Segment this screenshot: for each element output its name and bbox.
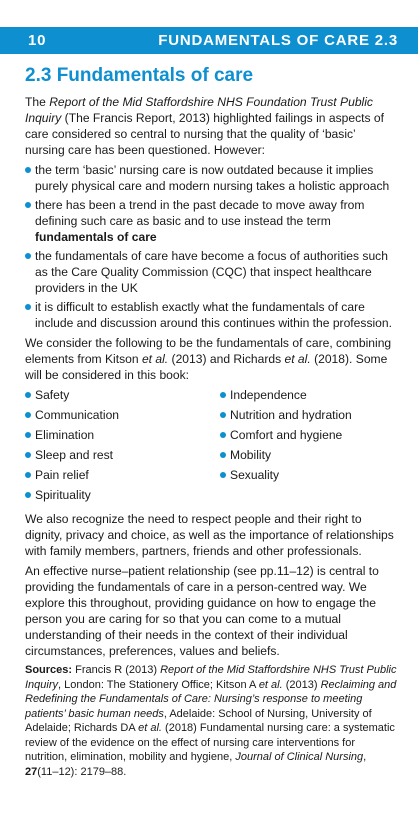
running-title: FUNDAMENTALS OF CARE 2.3 [158, 32, 398, 49]
bullet-icon [25, 253, 31, 259]
bullet-icon [220, 392, 226, 398]
list-item: Communication [25, 407, 220, 427]
issues-list [25, 162, 397, 331]
bullet-icon [25, 167, 31, 173]
relationship-paragraph: An effective nurse–patient relationship (see pp.11–12) is central to providing the fundamentals of care in a person-centred way. We explore this throughout, providing guidance on how to engage the person you are caring for so that you can come to a mutual understanding of their needs in the context of their individual circumstances, preferences, values and beliefs. [25, 564, 379, 658]
list-item: it is difficult to establish exactly what the fundamentals of care include and discussion around this continues within the profession. [25, 299, 397, 331]
bullet-icon [25, 392, 31, 398]
list-item: Nutrition and hydration [220, 407, 352, 427]
list-item: Pain relief [25, 467, 220, 487]
page-number: 10 [28, 32, 47, 49]
fundamentals-column-left [25, 387, 220, 507]
consider-paragraph: We consider the following to be the fundamentals of care, combining elements from Kitson et al. (2013) and Richards et al. (2018). Some will be considered in this book: [25, 336, 392, 382]
list-item: Spirituality [25, 487, 220, 507]
bullet-icon [25, 202, 31, 208]
intro-text: The [25, 95, 50, 109]
list-item: Sexuality [220, 467, 352, 487]
list-item: Independence [220, 387, 352, 407]
list-item: there has been a trend in the past decade to move away from defining such care as basic and to use instead the term fundamentals of care [25, 197, 397, 245]
key-term: fundamentals of care [35, 230, 157, 244]
list-item: the term ‘basic’ nursing care is now outdated because it implies purely physical care and modern nursing takes a holistic approach [25, 162, 397, 194]
list-item: the fundamentals of care have become a focus of authorities such as the Care Quality Commission (CQC) that inspect healthcare providers in the UK [25, 248, 397, 296]
sources-label: Sources: [25, 664, 73, 676]
bullet-icon [220, 472, 226, 478]
section-title: 2.3 Fundamentals of care [25, 65, 254, 86]
list-item: Safety [25, 387, 220, 407]
bullet-icon [25, 452, 31, 458]
fundamentals-list [25, 387, 397, 507]
intro-report-title: Report of the Mid Staffordshire NHS Foundation Trust Public Inquiry [25, 95, 373, 125]
bullet-icon [25, 412, 31, 418]
bullet-icon [25, 304, 31, 310]
sources-block: Sources: Francis R (2013) Report of the Mid Staffordshire NHS Trust Public Inquiry, London: The Stationery Office; Kitson A et al. (2013) Reclaiming and Redefining the Fundamentals of Care: Nursing’s response to meeting patients’ basic human needs, Adelaide: School of Nursing, University of Adelaide; Richards DA et al. (2018) Fundamental nursing care: a systematic review of the evidence on the effect of nursing care interventions for nutrition, elimination, mobility and hygiene, Journal of Clinical Nursing, 27(11–12): 2179–88. [25, 664, 397, 778]
bullet-icon [220, 432, 226, 438]
list-item: Sleep and rest [25, 447, 220, 467]
page-content [25, 64, 397, 779]
respect-paragraph: We also recognize the need to respect people and their right to dignity, privacy and choice, as well as the importance of relationships with family members, partners, friends and other professionals. [25, 512, 394, 558]
bullet-icon [220, 452, 226, 458]
intro-paragraph [25, 94, 397, 158]
intro-text-rest: (The Francis Report, 2013) highlighted failings in aspects of care considered so central to nursing that the quality of ‘basic’ nursing care has been questioned. However: [25, 111, 384, 157]
list-item: Elimination [25, 427, 220, 447]
list-item: Mobility [220, 447, 352, 467]
bullet-icon [25, 432, 31, 438]
running-header [0, 27, 418, 54]
list-item: Comfort and hygiene [220, 427, 352, 447]
bullet-icon [220, 412, 226, 418]
fundamentals-column-right [220, 387, 352, 507]
bullet-icon [25, 472, 31, 478]
bullet-icon [25, 492, 31, 498]
